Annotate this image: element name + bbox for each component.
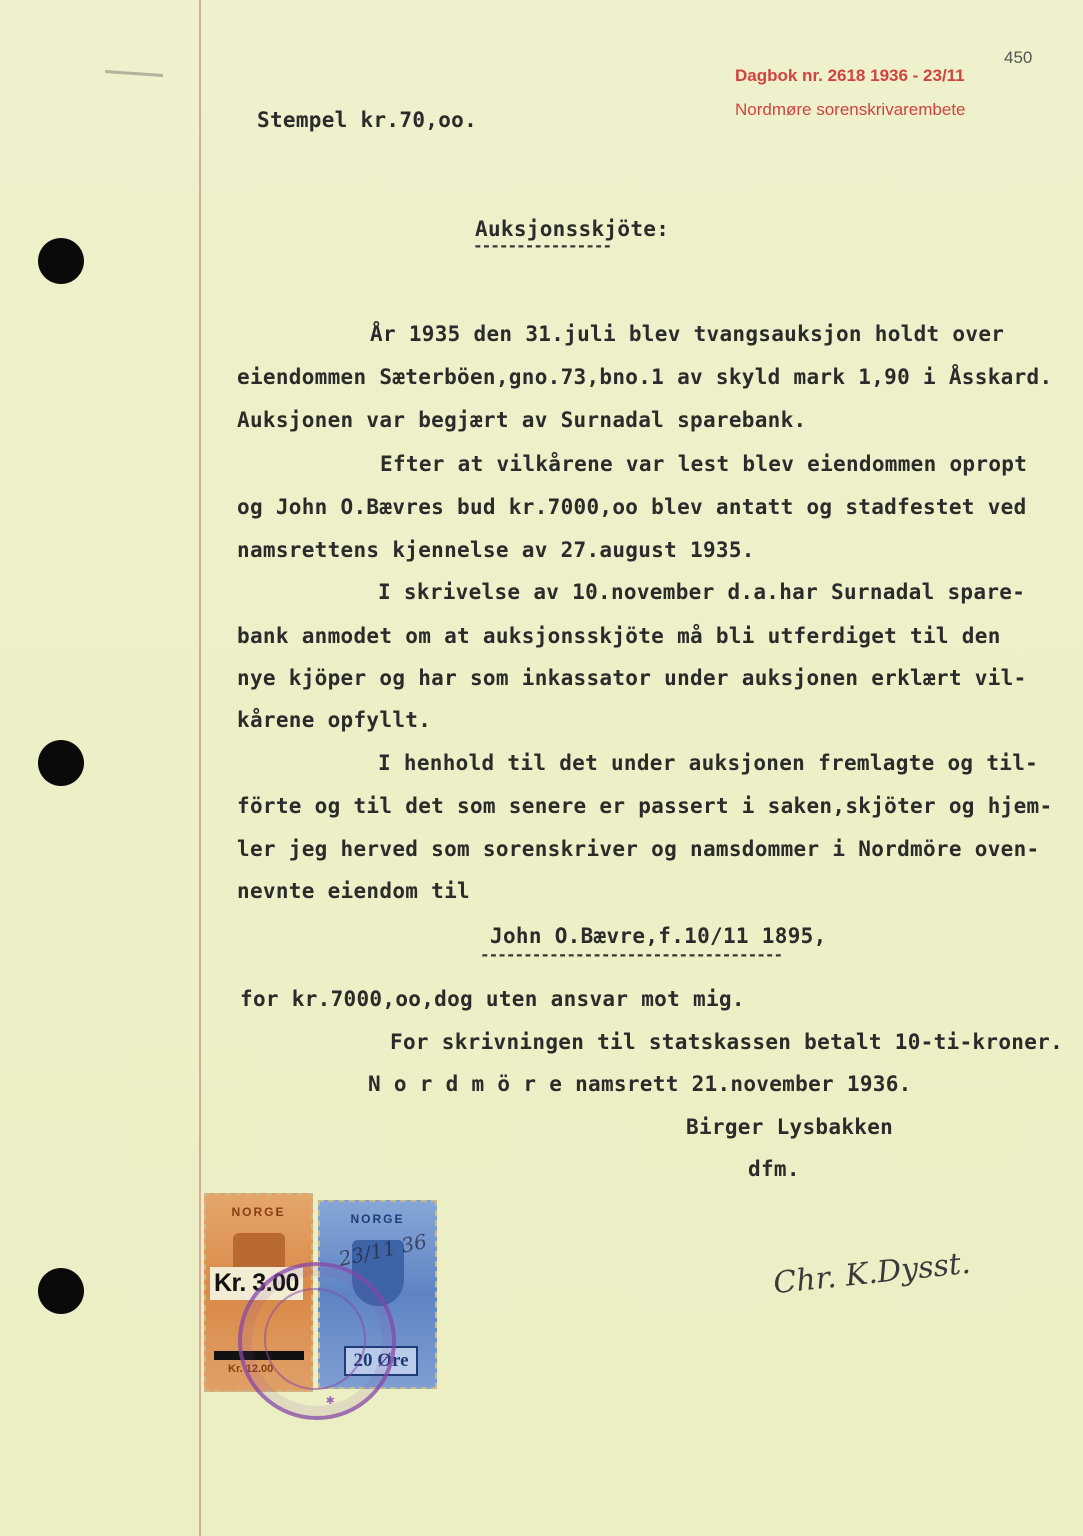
body-line-1: År 1935 den 31.juli blev tvangsauksjon holdt over [370,322,1005,346]
body-line-5: og John O.Bævres bud kr.7000,oo blev antatt og stadfestet ved [237,495,1027,519]
stamp-original-value: Kr. 12.00 [228,1363,274,1375]
body-line-10: kårene opfyllt. [237,708,432,732]
body-line-4: Efter at vilkårene var lest blev eiendommen opropt [380,452,1028,476]
stamp-cancel-date: 23/11 36 [336,1228,429,1272]
price-line: for kr.7000,oo,dog uten ansvar mot mig. [240,987,745,1011]
body-line-11: I henhold til det under auksjonen fremlagte og til- [378,751,1039,775]
stempel-line: Stempel kr.70,oo. [257,108,478,132]
body-line-8: bank anmodet om at auksjonsskjöte må bli utferdiget til den [237,624,1001,648]
signer-title: dfm. [748,1157,800,1181]
place-date-line: N o r d m ö r e namsrett 21.november 1936. [368,1072,912,1096]
body-line-2: eiendommen Sæterböen,gno.73,bno.1 av skyld mark 1,90 i Åsskard. [237,365,1053,389]
body-line-7: I skrivelse av 10.november d.a.har Surnadal spare- [378,580,1026,604]
star-icon: ✱ [326,1392,335,1408]
body-line-12: förte og til det som senere er passert i saken,skjöter og hjem- [237,794,1053,818]
stamp-country-label: NORGE [231,1205,286,1219]
signer-name: Birger Lysbakken [686,1115,894,1139]
body-line-13: ler jeg herved som sorenskriver og namsdommer i Nordmöre oven- [237,837,1040,861]
cancellation-seal [238,1262,396,1420]
stamp-country-label: NORGE [350,1212,405,1226]
body-line-6: namsrettens kjennelse av 27.august 1935. [237,538,755,562]
fee-line: For skrivningen til statskassen betalt 10-ti-kroner. [390,1030,1064,1054]
document-title: Auksjonsskjöte: [475,217,670,241]
folio-number: 450 [1004,48,1033,67]
handwritten-signature: Chr. K.Dysst. [771,1245,973,1302]
recipient-underline: ----------------------------------- [480,945,783,964]
seal-inner-ring [264,1288,366,1390]
punch-hole-bottom [38,1268,84,1314]
body-line-9: nye kjöper og har som inkassator under auksjonen erklært vil- [237,666,1027,690]
body-line-3: Auksjonen var begjært av Surnadal sparebank. [237,408,807,432]
stamp-overprint-value: Kr. 3.00 [210,1267,303,1300]
title-underline: ---------------- [473,236,612,255]
recipient-line: John O.Bævre,f.10/11 1895, [490,924,827,948]
punch-hole-middle [38,740,84,786]
registry-stamp-line1: Dagbok nr. 2618 1936 - 23/11 [735,66,965,85]
punch-hole-top [38,238,84,284]
pencil-mark [105,70,163,77]
body-line-14: nevnte eiendom til [237,879,470,903]
registry-stamp-line2: Nordmøre sorenskrivarembete [735,100,966,119]
stamp-face-value: 20 Øre [344,1346,418,1376]
red-margin-line [199,0,201,1536]
